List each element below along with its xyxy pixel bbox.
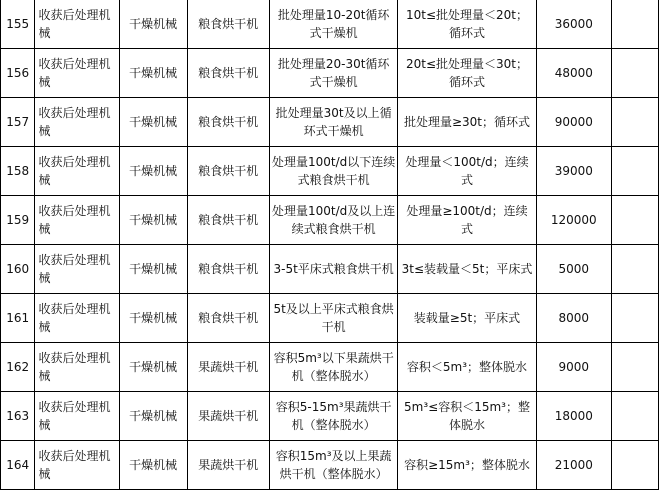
row-number-cell: 155 (1, 0, 35, 49)
specification-cell: 容积15m³及以上果蔬烘干机（整体脱水） (269, 441, 398, 490)
grading-range-cell: 处理量＜100t/d；连续式 (398, 147, 536, 196)
specification-cell: 处理量100t/d及以上连续式粮食烘干机 (269, 196, 398, 245)
specification-cell: 处理量100t/d以下连续式粮食烘干机 (269, 147, 398, 196)
grading-range-cell: 处理量≥100t/d；连续式 (398, 196, 536, 245)
subsidy-amount-cell: 5000 (536, 245, 611, 294)
table-row (1, 49, 659, 98)
machine-type-cell: 粮食烘干机 (187, 0, 269, 49)
category-cell: 收获后处理机械 (35, 245, 119, 294)
subcategory-cell: 干燥机械 (119, 392, 187, 441)
subsidy-amount-cell: 36000 (536, 0, 611, 49)
subsidy-amount-cell: 120000 (536, 196, 611, 245)
specification-cell: 容积5-15m³果蔬烘干机（整体脱水） (269, 392, 398, 441)
subcategory-cell: 干燥机械 (119, 147, 187, 196)
row-number-cell: 159 (1, 196, 35, 245)
subcategory-cell: 干燥机械 (119, 294, 187, 343)
grading-range-cell: 容积≥15m³；整体脱水 (398, 441, 536, 490)
table-row (1, 196, 659, 245)
machine-type-cell: 粮食烘干机 (187, 294, 269, 343)
table-row (1, 294, 659, 343)
machine-type-cell: 果蔬烘干机 (187, 343, 269, 392)
specification-cell: 批处理量10-20t循环式干燥机 (269, 0, 398, 49)
subsidy-amount-cell: 8000 (536, 294, 611, 343)
category-cell: 收获后处理机械 (35, 441, 119, 490)
category-cell: 收获后处理机械 (35, 49, 119, 98)
category-cell: 收获后处理机械 (35, 147, 119, 196)
table-row (1, 343, 659, 392)
subcategory-cell: 干燥机械 (119, 441, 187, 490)
subsidy-amount-cell: 9000 (536, 343, 611, 392)
subsidy-amount-cell: 21000 (536, 441, 611, 490)
row-number-cell: 157 (1, 98, 35, 147)
table-row (1, 98, 659, 147)
table-row (1, 392, 659, 441)
category-cell: 收获后处理机械 (35, 294, 119, 343)
machine-type-cell: 粮食烘干机 (187, 196, 269, 245)
row-number-cell: 158 (1, 147, 35, 196)
specification-cell: 容积5m³以下果蔬烘干机（整体脱水） (269, 343, 398, 392)
empty-cell (612, 294, 659, 343)
machine-type-cell: 粮食烘干机 (187, 245, 269, 294)
grading-range-cell: 容积＜5m³；整体脱水 (398, 343, 536, 392)
subcategory-cell: 干燥机械 (119, 245, 187, 294)
empty-cell (612, 196, 659, 245)
table-row (1, 245, 659, 294)
category-cell: 收获后处理机械 (35, 392, 119, 441)
row-number-cell: 164 (1, 441, 35, 490)
specification-cell: 批处理量30t及以上循环式干燥机 (269, 98, 398, 147)
grading-range-cell: 3t≤装载量＜5t；平床式 (398, 245, 536, 294)
machine-type-cell: 粮食烘干机 (187, 147, 269, 196)
subcategory-cell: 干燥机械 (119, 49, 187, 98)
row-number-cell: 162 (1, 343, 35, 392)
machine-type-cell: 果蔬烘干机 (187, 441, 269, 490)
row-number-cell: 161 (1, 294, 35, 343)
grading-range-cell: 20t≤批处理量＜30t；循环式 (398, 49, 536, 98)
table-body (1, 0, 659, 490)
subcategory-cell: 干燥机械 (119, 0, 187, 49)
category-cell: 收获后处理机械 (35, 98, 119, 147)
subcategory-cell: 干燥机械 (119, 343, 187, 392)
empty-cell (612, 441, 659, 490)
row-number-cell: 163 (1, 392, 35, 441)
grading-range-cell: 5m³≤容积＜15m³；整体脱水 (398, 392, 536, 441)
grading-range-cell: 10t≤批处理量＜20t；循环式 (398, 0, 536, 49)
machine-type-cell: 果蔬烘干机 (187, 392, 269, 441)
empty-cell (612, 98, 659, 147)
category-cell: 收获后处理机械 (35, 196, 119, 245)
row-number-cell: 160 (1, 245, 35, 294)
specification-cell: 批处理量20-30t循环式干燥机 (269, 49, 398, 98)
grading-range-cell: 装载量≥5t；平床式 (398, 294, 536, 343)
machine-type-cell: 粮食烘干机 (187, 49, 269, 98)
subcategory-cell: 干燥机械 (119, 98, 187, 147)
specification-cell: 5t及以上平床式粮食烘干机 (269, 294, 398, 343)
subsidy-amount-cell: 39000 (536, 147, 611, 196)
subsidy-amount-cell: 90000 (536, 98, 611, 147)
subcategory-cell: 干燥机械 (119, 196, 187, 245)
empty-cell (612, 49, 659, 98)
table-row (1, 147, 659, 196)
machine-type-cell: 粮食烘干机 (187, 98, 269, 147)
empty-cell (612, 392, 659, 441)
empty-cell (612, 245, 659, 294)
empty-cell (612, 0, 659, 49)
subsidy-amount-cell: 48000 (536, 49, 611, 98)
category-cell: 收获后处理机械 (35, 343, 119, 392)
table-row (1, 0, 659, 49)
row-number-cell: 156 (1, 49, 35, 98)
empty-cell (612, 343, 659, 392)
category-cell: 收获后处理机械 (35, 0, 119, 49)
grading-range-cell: 批处理量≥30t；循环式 (398, 98, 536, 147)
empty-cell (612, 147, 659, 196)
specification-cell: 3-5t平床式粮食烘干机 (269, 245, 398, 294)
table-row (1, 441, 659, 490)
subsidy-amount-cell: 18000 (536, 392, 611, 441)
